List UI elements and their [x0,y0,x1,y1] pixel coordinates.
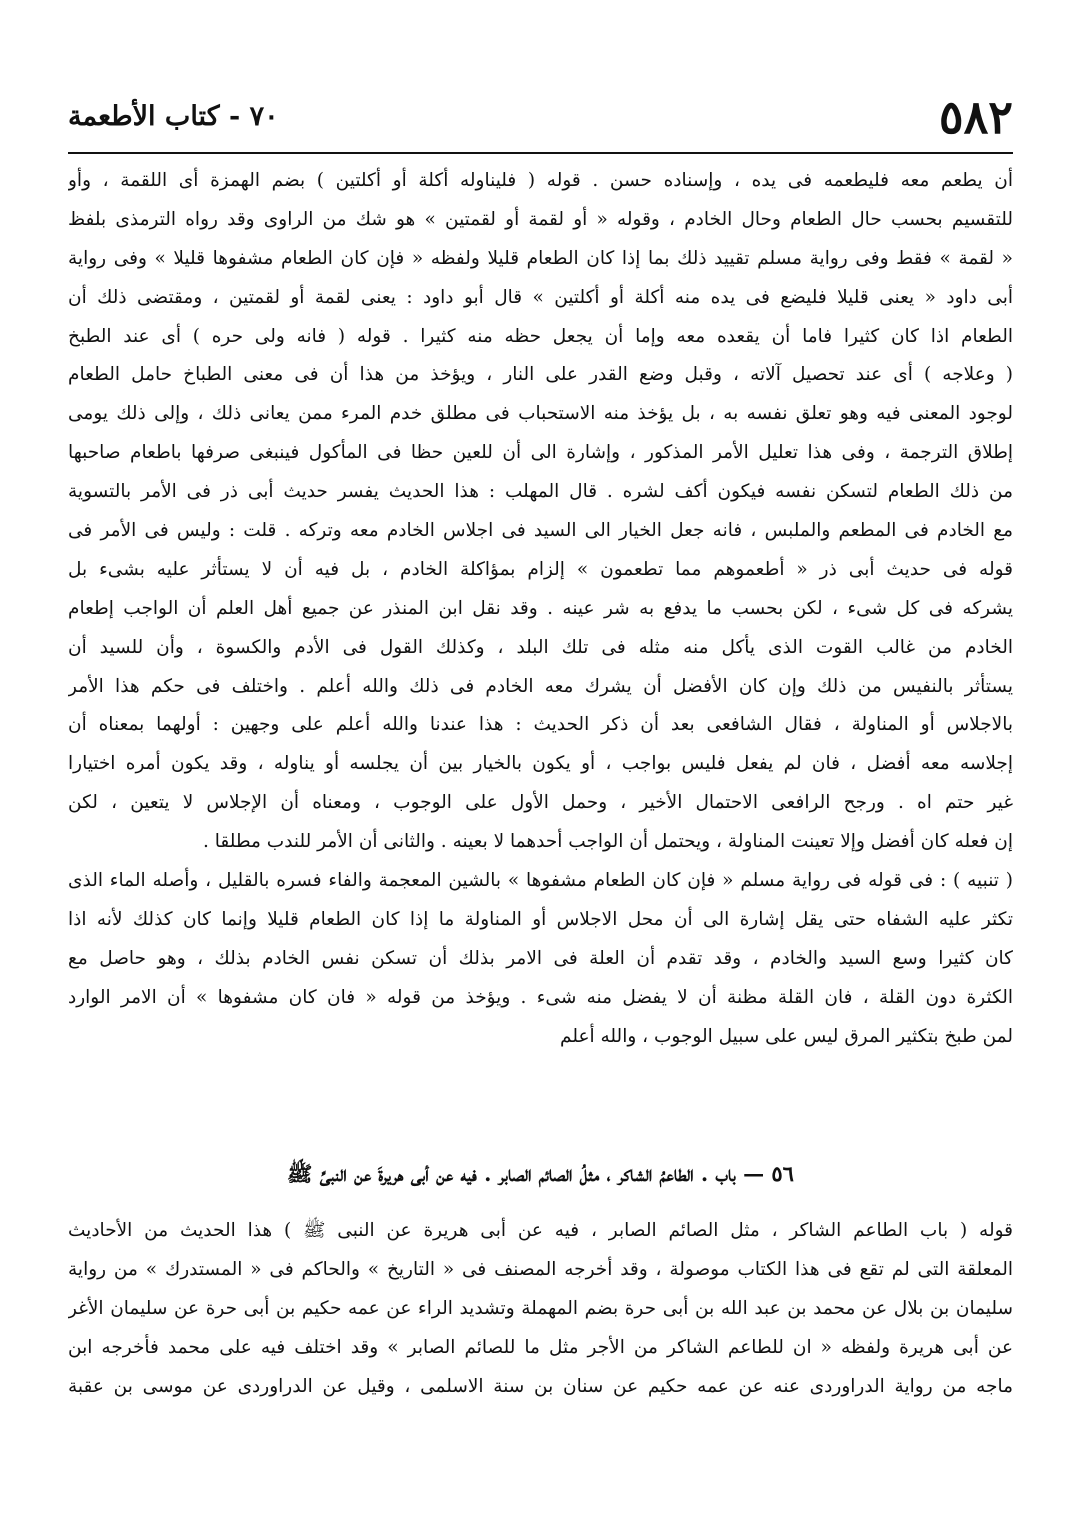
text-line: غير حتم اه . ورجح الرافعى الاحتمال الأخير ، وحمل الأول على الوجوب ، ومعناه أن الإجلاس لا يتعين ، لكن [68,792,1013,814]
text-line: للتقسيم بحسب حال الطعام وحال الخادم ، وقوله « أو لقمة أو لقمتين » هو شك من الراوى وقد رواه الترمذى بلفظ [68,208,1013,230]
chapter-heading: ٥٦ — باب . الطاعمُ الشاكر ، مثلُ الصائم الصابر . فيه عن أبى هريرةَ عن النبىِّ ﷺ [287,1161,794,1186]
text-line: إجلاسه معه أفضل ، فان لم يفعل فليس بواجب ، أو يكون بالخيار بين أن يجلسه أو يناوله ، وقد يكون أمره اختيارا [68,753,1013,775]
text-line: أبى داود « يعنى قليلا فليضع فى يده منه أكلة أو أكلتين » قال أبو داود : يعنى لقمة أو لقمتين ، ومقتضى ذلك أن [68,286,1013,308]
commentary-paragraph-2 [68,862,1013,1056]
text-line: « لقمة » فقط وفى رواية مسلم تقييد ذلك بما إذا كان الطعام قليلا ولفظه « فإن كان الطعام مشفوها قليلا » وفى رواية [68,247,1013,269]
text-line: قوله ( باب الطاعم الشاكر ، مثل الصائم الصابر ، فيه عن أبى هريرة عن النبى ﷺ ) هذا الحديث من الأحاديث [68,1220,1013,1241]
text-line: يشركه فى كل شىء ، لكن بحسب ما يدفع به شر عينه . وقد نقل ابن المنذر عن جميع أهل العلم أن الواجب إطعام [68,597,1013,619]
text-line: قوله فى حديث أبى ذر « أطعموهم مما تطعمون » إلزام بمؤاكلة الخادم ، بل فيه أن لا يستأثر عليه بشىء بل [68,558,1013,580]
text-line: كان كثيرا وسع السيد والخادم ، وقد تقدم أن العلة فى الامر بذلك أن تسكن نفس الخادم بذلك ، وهو حاصل مع [68,947,1013,969]
page-number: ٥٨٢ [938,90,1013,144]
text-line: سليمان بن بلال عن محمد بن عبد الله بن أبى حرة بضم المهملة وتشديد الراء عن عمه حكيم بن أبى حرة عن سليمان الأغر [68,1297,1013,1319]
text-line: إطلاق الترجمة ، وفى هذا تعليل الأمر المذكور ، وإشارة الى أن للعين حظا فى المأكول فينبغى صرفها باطعام صاحبها [68,442,1013,464]
text-line: ( تنبيه ) : فى قوله فى رواية مسلم « فإن كان الطعام مشفوها » بالشين المعجمة والفاء فسره بالقليل ، وأصله الماء الذى [68,870,1013,891]
text-line: لمن طبخ بتكثير المرق ليس على سبيل الوجوب ، والله أعلم [560,1025,1013,1047]
text-line: من ذلك الطعام لتسكن نفسه فيكون أكف لشره . قال المهلب : هذا الحديث يفسر حديث أبى ذر فى الأمر بالتسوية [68,481,1013,503]
text-line: الكثرة دون القلة ، فان القلة مظنة أن لا يفضل منه شىء . ويؤخذ من قوله « فان كان مشفوها » أن الامر الوارد [68,986,1013,1008]
text-line: أن يطعم معه فليطعمه فى يده ، وإسناده حسن . قوله ( فليناوله أكلة أو أكلتين ) بضم الهمزة أى اللقمة ، وأو [68,170,1013,191]
header-rule [68,152,1013,154]
commentary-paragraph-1 [68,162,1013,862]
text-line: إن فعله كان أفضل وإلا تعينت المناولة ، ويحتمل أن الواجب أحدهما لا بعينه . والثانى أن الأمر للندب مطلقا . [202,831,1013,853]
text-line: ماجه من رواية الدراوردى عنه عن عمه حكيم عن سنان بن سنة الاسلمى ، وقيل عن الدراوردى عن موسى بن عقبة [68,1375,1013,1397]
text-line: تكثر عليه الشفاه حتى يقل إشارة الى أن محل الاجلاس أو المناولة ما إذا كان الطعام قليلا وإنما كان كذلك لأنه اذا [68,908,1013,930]
running-title: ٧٠ - كتاب الأطعمة [68,101,279,132]
commentary-paragraph-3 [68,1212,1013,1406]
page-header [68,82,1013,152]
text-line: عن أبى هريرة ولفظه « ان للطاعم الشاكر من الأجر مثل ما للصائم الصابر » وقد اختلف فيه على محمد فأخرجه ابن [68,1336,1013,1358]
text-line: يستأثر بالنفيس من ذلك وإن كان الأفضل أن يشرك معه الخادم فى ذلك والله أعلم . واختلف فى حكم هذا الأمر [68,675,1013,697]
text-line: لوجود المعنى فيه وهو تعلق نفسه به ، بل يؤخذ منه الاستحباب فى مطلق خدم المرء ممن يعانى ذلك ، وإلى ذلك يومى [68,403,1013,425]
text-line: المعلقة التى لم تقع فى هذا الكتاب موصولة ، وقد أخرجه المصنف فى « التاريخ » والحاكم فى « المستدرك » من رواية [68,1258,1013,1280]
text-line: بالاجلاس أو المناولة ، فقال الشافعى بعد أن ذكر الحديث : هذا عندنا والله أعلم على وجهين : أولهما بمعناه أن [68,714,1013,736]
text-line: ( وعلاجه ) أى عند تحصيل آلاته ، وقبل وضع القدر على النار ، ويؤخذ من هذا أن فى معنى الطباخ حامل الطعام [68,364,1013,386]
text-line: الطعام اذا كان كثيرا فاما أن يقعده معه وإما أن يجعل حظه منه كثيرا . قوله ( فانه ولى حره ) أى عند الطبخ [68,325,1013,347]
text-line: مع الخادم فى المطعم والملبس ، فانه جعل الخيار الى السيد فى اجلاس الخادم معه وتركه . قلت : وليس فى الأمر فى [68,520,1013,542]
text-line: الخادم من غالب القوت الذى يأكل منه مثله فى تلك البلد ، وكذلك القول فى الأدم والكسوة ، وأن للسيد أن [68,636,1013,658]
